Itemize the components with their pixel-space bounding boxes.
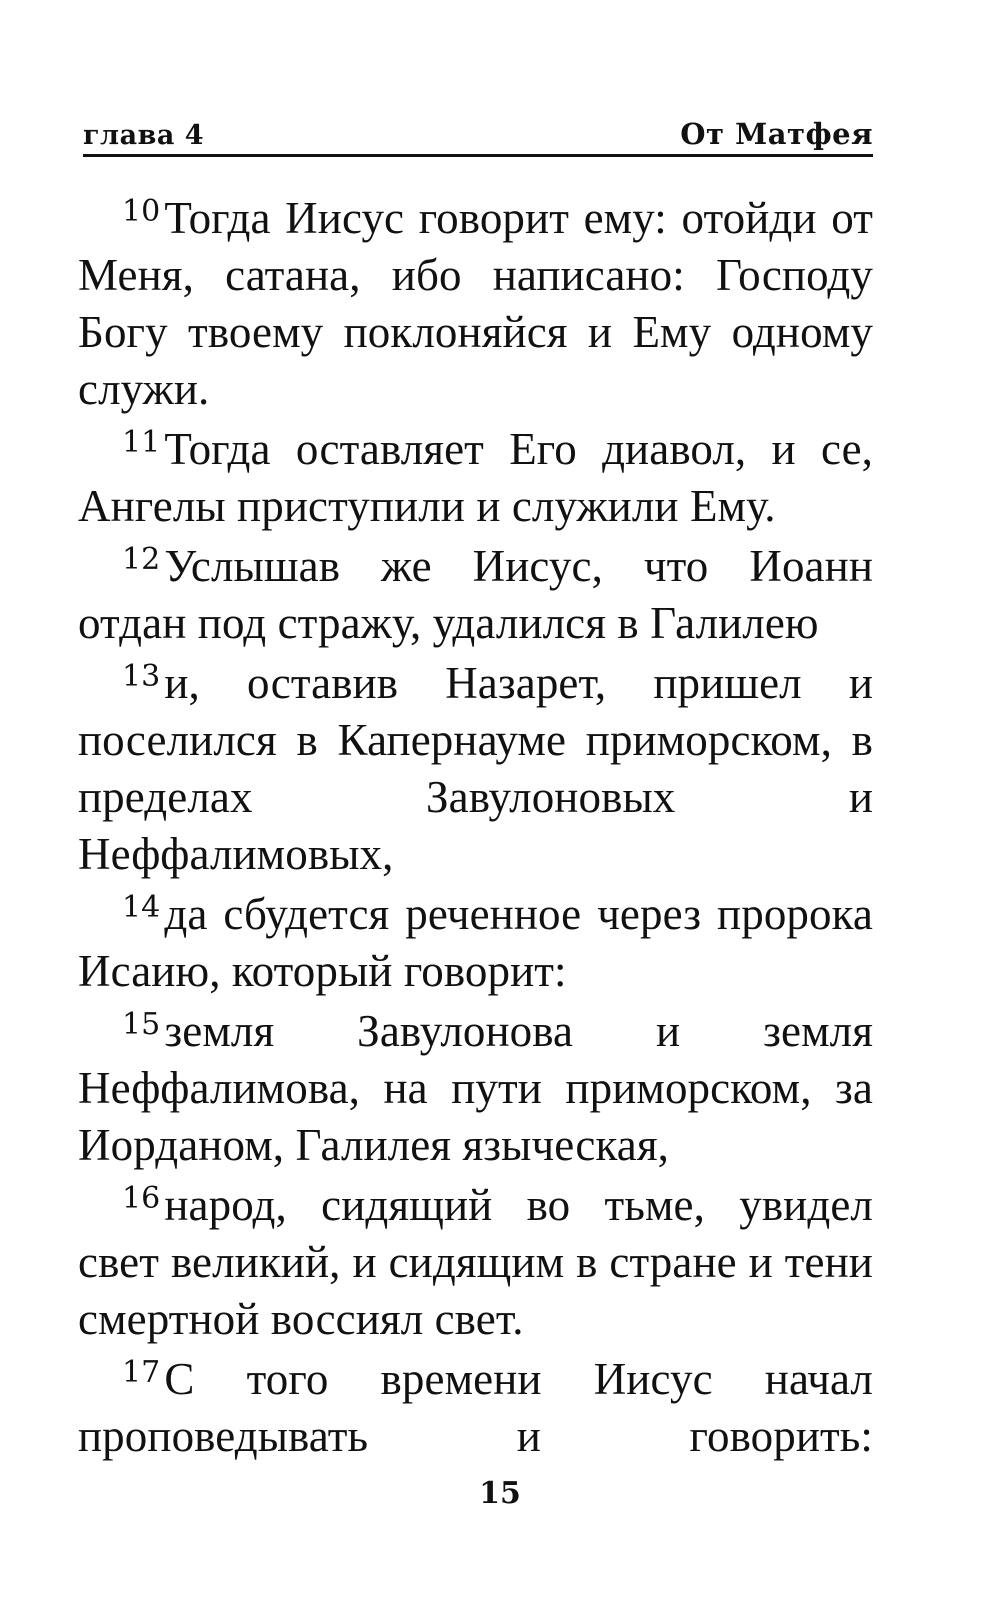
verse-text: Тогда оставляет Его диавол, и се, Ангелы приступили и служили Ему. — [78, 424, 873, 531]
verse-number: 17 — [122, 1355, 161, 1390]
verse-text: С того времени Иисус начал проповедывать и говорить: — [78, 1354, 873, 1461]
verse-text: да сбудется реченное через пророка Исаию, который говорит: — [78, 889, 873, 996]
verse-11 — [78, 421, 873, 535]
chapter-label: глава 4 — [83, 120, 205, 151]
verse-10 — [78, 190, 873, 418]
verse-number: 12 — [122, 542, 161, 577]
verse-number: 11 — [122, 425, 161, 460]
verse-number: 13 — [122, 659, 161, 694]
scripture-text — [78, 190, 873, 1468]
verse-text: народ, сидящий во тьме, увидел свет великий, и сидящим в стране и тени смертной воссиял свет. — [78, 1180, 873, 1344]
verse-text: Тогда Иисус говорит ему: отойди от Меня, сатана, ибо написано: Господу Богу твоему поклоняйся и Ему одному служи. — [78, 193, 873, 414]
running-header — [83, 110, 873, 157]
verse-13 — [78, 655, 873, 883]
verse-text: и, оставив Назарет, пришел и поселился в Капернауме приморском, в пределах Завулоновых и Неффалимовых, — [78, 658, 873, 879]
verse-12 — [78, 538, 873, 652]
verse-number: 16 — [122, 1181, 161, 1216]
verse-17 — [78, 1351, 873, 1465]
verse-number: 10 — [122, 194, 161, 229]
verse-text: Услышав же Иисус, что Иоанн отдан под стражу, удалился в Галилею — [78, 541, 873, 648]
verse-number: 15 — [122, 1007, 161, 1042]
page-number: 15 — [479, 1476, 521, 1511]
verse-16 — [78, 1177, 873, 1348]
verse-14 — [78, 886, 873, 1000]
verse-text: земля Завулонова и земля Неффалимова, на пути приморском, за Иорданом, Галилея языческая, — [78, 1006, 873, 1170]
book-title: От Матфея — [680, 117, 873, 151]
verse-number: 14 — [122, 890, 161, 925]
verse-15 — [78, 1003, 873, 1174]
